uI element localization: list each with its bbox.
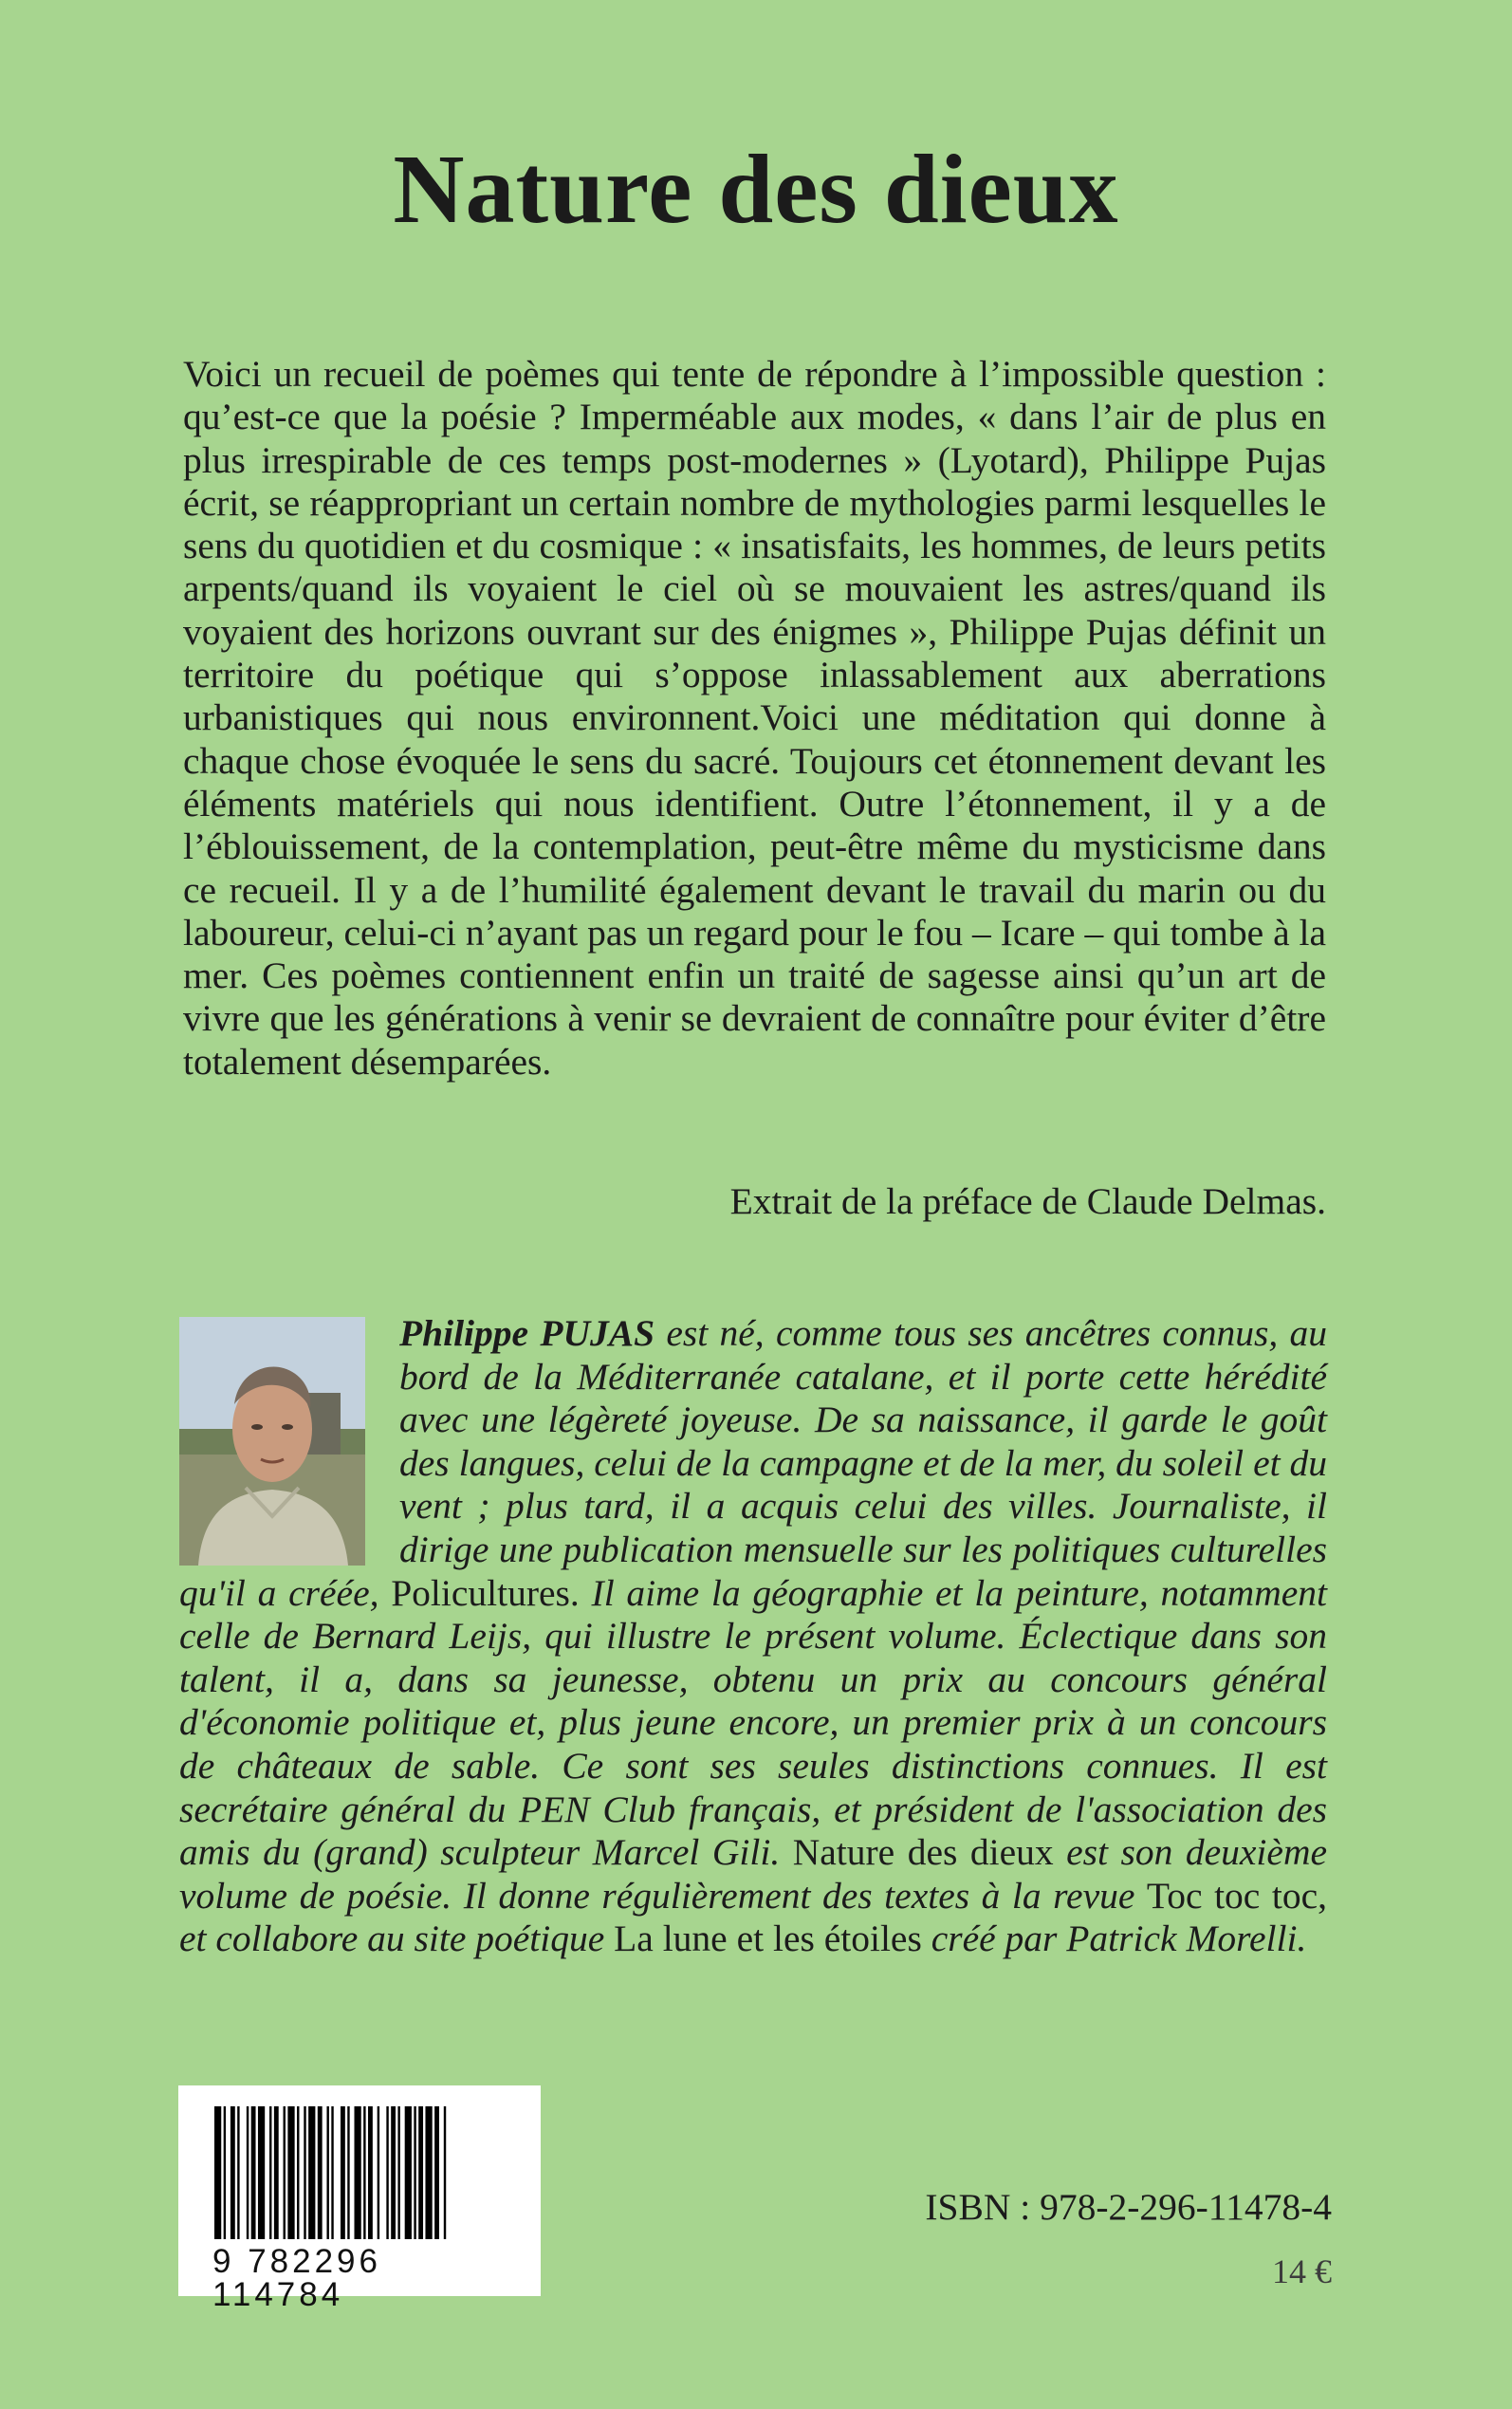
bio-text-1: est né, comme tous ses ancêtres connus, au bord de la Méditerranée catalane, et il porte cette hérédité avec une légèreté joyeuse. De sa naissance, il garde le goût des langues, celui de la campagne et de la mer, du soleil et du vent ; plus tard, il a acquis celui des villes. Journaliste, il dirige une publication mensuelle sur les politiques culturelles qu'il a créée, [179, 1312, 1327, 1614]
bio-text-4: et collabore au site poétique [179, 1918, 615, 1960]
barcode-bar [214, 2106, 221, 2239]
barcode-bar [287, 2106, 294, 2239]
isbn: ISBN : 978-2-296-11478-4 [925, 2186, 1332, 2228]
barcode-bar [230, 2106, 235, 2239]
barcode-bar [258, 2106, 265, 2239]
barcode-bar [347, 2106, 349, 2239]
barcode-bar [386, 2106, 388, 2239]
bio-text-5: créé par Patrick Morelli. [921, 1918, 1307, 1960]
barcode-bar [418, 2106, 423, 2239]
author-name: Philippe PUJAS [399, 1312, 655, 1354]
barcode-bar [341, 2106, 345, 2239]
price: 14 € [1272, 2252, 1332, 2290]
barcode-bar [425, 2106, 432, 2239]
author-biography [179, 1312, 1327, 1961]
back-cover-blurb: Voici un recueil de poèmes qui tente de répondre à l’impossible question : qu’est-ce que la poésie ? Imperméable aux modes, « dans l’air de plus en plus irrespirable de ces temps post-modernes » (Lyotard), Philippe Pujas écrit, se réappropriant un certain nombre de mythologies parmi lesquelles le sens du quotidien et du cosmique : « insatisfaits, les hommes, de leurs petits arpents/quand ils voyaient le ciel où se mouvaient les astres/quand ils voyaient des horizons ouvrant sur des énigmes », Philippe Pujas définit un territoire du poétique qui s’oppose inlassablement aux aberrations urbanistiques qui nous environnent.Voici une méditation qui donne à chaque chose évoquée le sens du sacré. Toujours cet étonnement devant les éléments matériels qui nous identifient. Outre l’étonnement, il y a de l’éblouissement, de la contemplation, peut-être même du mysticisme dans ce recueil. Il y a de l’humilité également devant le travail du marin ou du laboureur, celui-ci n’ayant pas un regard pour le fou – Icare – qui tombe à la mer. Ces poèmes contiennent enfin un traité de sagesse ainsi qu’un art de vivre que les générations à venir se devraient de connaître pour éviter d’être totalement désemparées. [183, 353, 1326, 1083]
barcode-bar [378, 2106, 379, 2239]
barcode-bar [414, 2106, 415, 2239]
bio-text-3: est son deuxième volume de poésie. Il donne régulièrement des textes à la revue [179, 1831, 1327, 1917]
barcode-bar [331, 2106, 333, 2239]
barcode-bar [274, 2106, 279, 2239]
site-name: La lune et les étoiles [614, 1918, 922, 1960]
barcode-bars [214, 2106, 508, 2239]
barcode-bar [318, 2106, 323, 2239]
barcode-bar [269, 2106, 271, 2239]
barcode-bar [355, 2106, 361, 2239]
barcode-bar [405, 2106, 412, 2239]
barcode-bar [391, 2106, 396, 2239]
barcode-bar [326, 2106, 328, 2239]
barcode-bar [308, 2106, 315, 2239]
barcode-bar [224, 2106, 226, 2239]
barcode-bar [284, 2106, 286, 2239]
barcode-bar [304, 2106, 305, 2239]
bio-text-2: Il aime la géographie et la peinture, notamment celle de Bernard Leijs, qui illustre le présent volume. Éclectique dans son talent, il a, dans sa jeunesse, obtenu un prix au concours général d'économie politique et, plus jeune encore, un premier prix à un concours de châteaux de sable. Ce sont ses seules distinctions connues. Il est secrétaire général du PEN Club français, et président de l'association des amis du (grand) sculpteur Marcel Gili. [179, 1571, 1327, 1874]
barcode-digits: 9 782296 114784 [212, 2243, 381, 2313]
barcode-bar [297, 2106, 299, 2239]
book-title: Nature des dieux [393, 135, 1119, 244]
barcode-bar [444, 2106, 446, 2239]
preface-attribution: Extrait de la préface de Claude Delmas. [729, 1180, 1326, 1222]
barcode-bar [434, 2106, 439, 2239]
photo-spacer [179, 1312, 399, 1561]
publication-name: Policultures. [391, 1571, 580, 1614]
barcode [178, 2085, 541, 2313]
barcode-bar [397, 2106, 399, 2239]
barcode-bar [237, 2106, 239, 2239]
barcode-bar [247, 2106, 249, 2239]
barcode-bar [251, 2106, 256, 2239]
barcode-bar [368, 2106, 373, 2239]
review-name: Toc toc toc, [1146, 1874, 1327, 1917]
barcode-bar [363, 2106, 365, 2239]
bio-book-title: Nature des dieux [792, 1831, 1054, 1874]
